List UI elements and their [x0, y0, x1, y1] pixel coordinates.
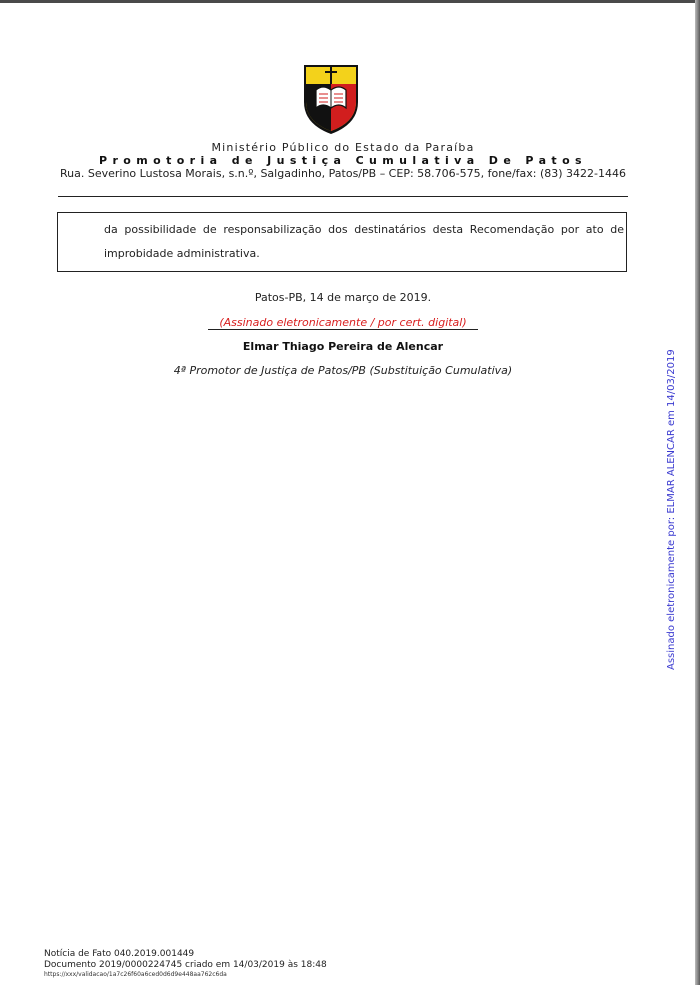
- header-divider: [58, 196, 628, 197]
- footer-document-info: Documento 2019/0000224745 criado em 14/03/2019 às 18:48: [44, 960, 327, 970]
- signer-role: 4ª Promotor de Justiça de Patos/PB (Substituição Cumulativa): [173, 364, 513, 377]
- document-footer: [44, 949, 604, 979]
- footer-validation-url: https://xxx/validacao/1a7c26f60a6ced0d6d9e448aa762c6da: [44, 971, 227, 978]
- viewer-top-edge: [0, 0, 700, 3]
- place-date: Patos-PB, 14 de março de 2019.: [254, 291, 432, 304]
- viewer-right-edge: [695, 0, 700, 985]
- coat-of-arms-icon: [301, 62, 361, 136]
- ministry-heading: Ministério Público do Estado da Paraíba: [211, 141, 475, 154]
- signer-name: Elmar Thiago Pereira de Alencar: [242, 340, 444, 353]
- recommendation-text: da possibilidade de responsabilização dos destinatários desta Recomendação por ato de improbidade administrativa.: [104, 223, 624, 260]
- side-signature-stamp: Assinado eletronicamente por: ELMAR ALENCAR em 14/03/2019: [666, 349, 677, 670]
- address-line: Rua. Severino Lustosa Morais, s.n.º, Salgadinho, Patos/PB – CEP: 58.706-575, fone/fax: (83) 3422-1446: [60, 167, 627, 180]
- promotoria-heading: Promotoria de Justiça Cumulativa De Patos: [99, 154, 587, 167]
- electronic-signature-note: (Assinado eletronicamente / por cert. digital): [208, 316, 478, 330]
- recommendation-text-box: [57, 212, 627, 272]
- footer-case-number: Notícia de Fato 040.2019.001449: [44, 949, 195, 959]
